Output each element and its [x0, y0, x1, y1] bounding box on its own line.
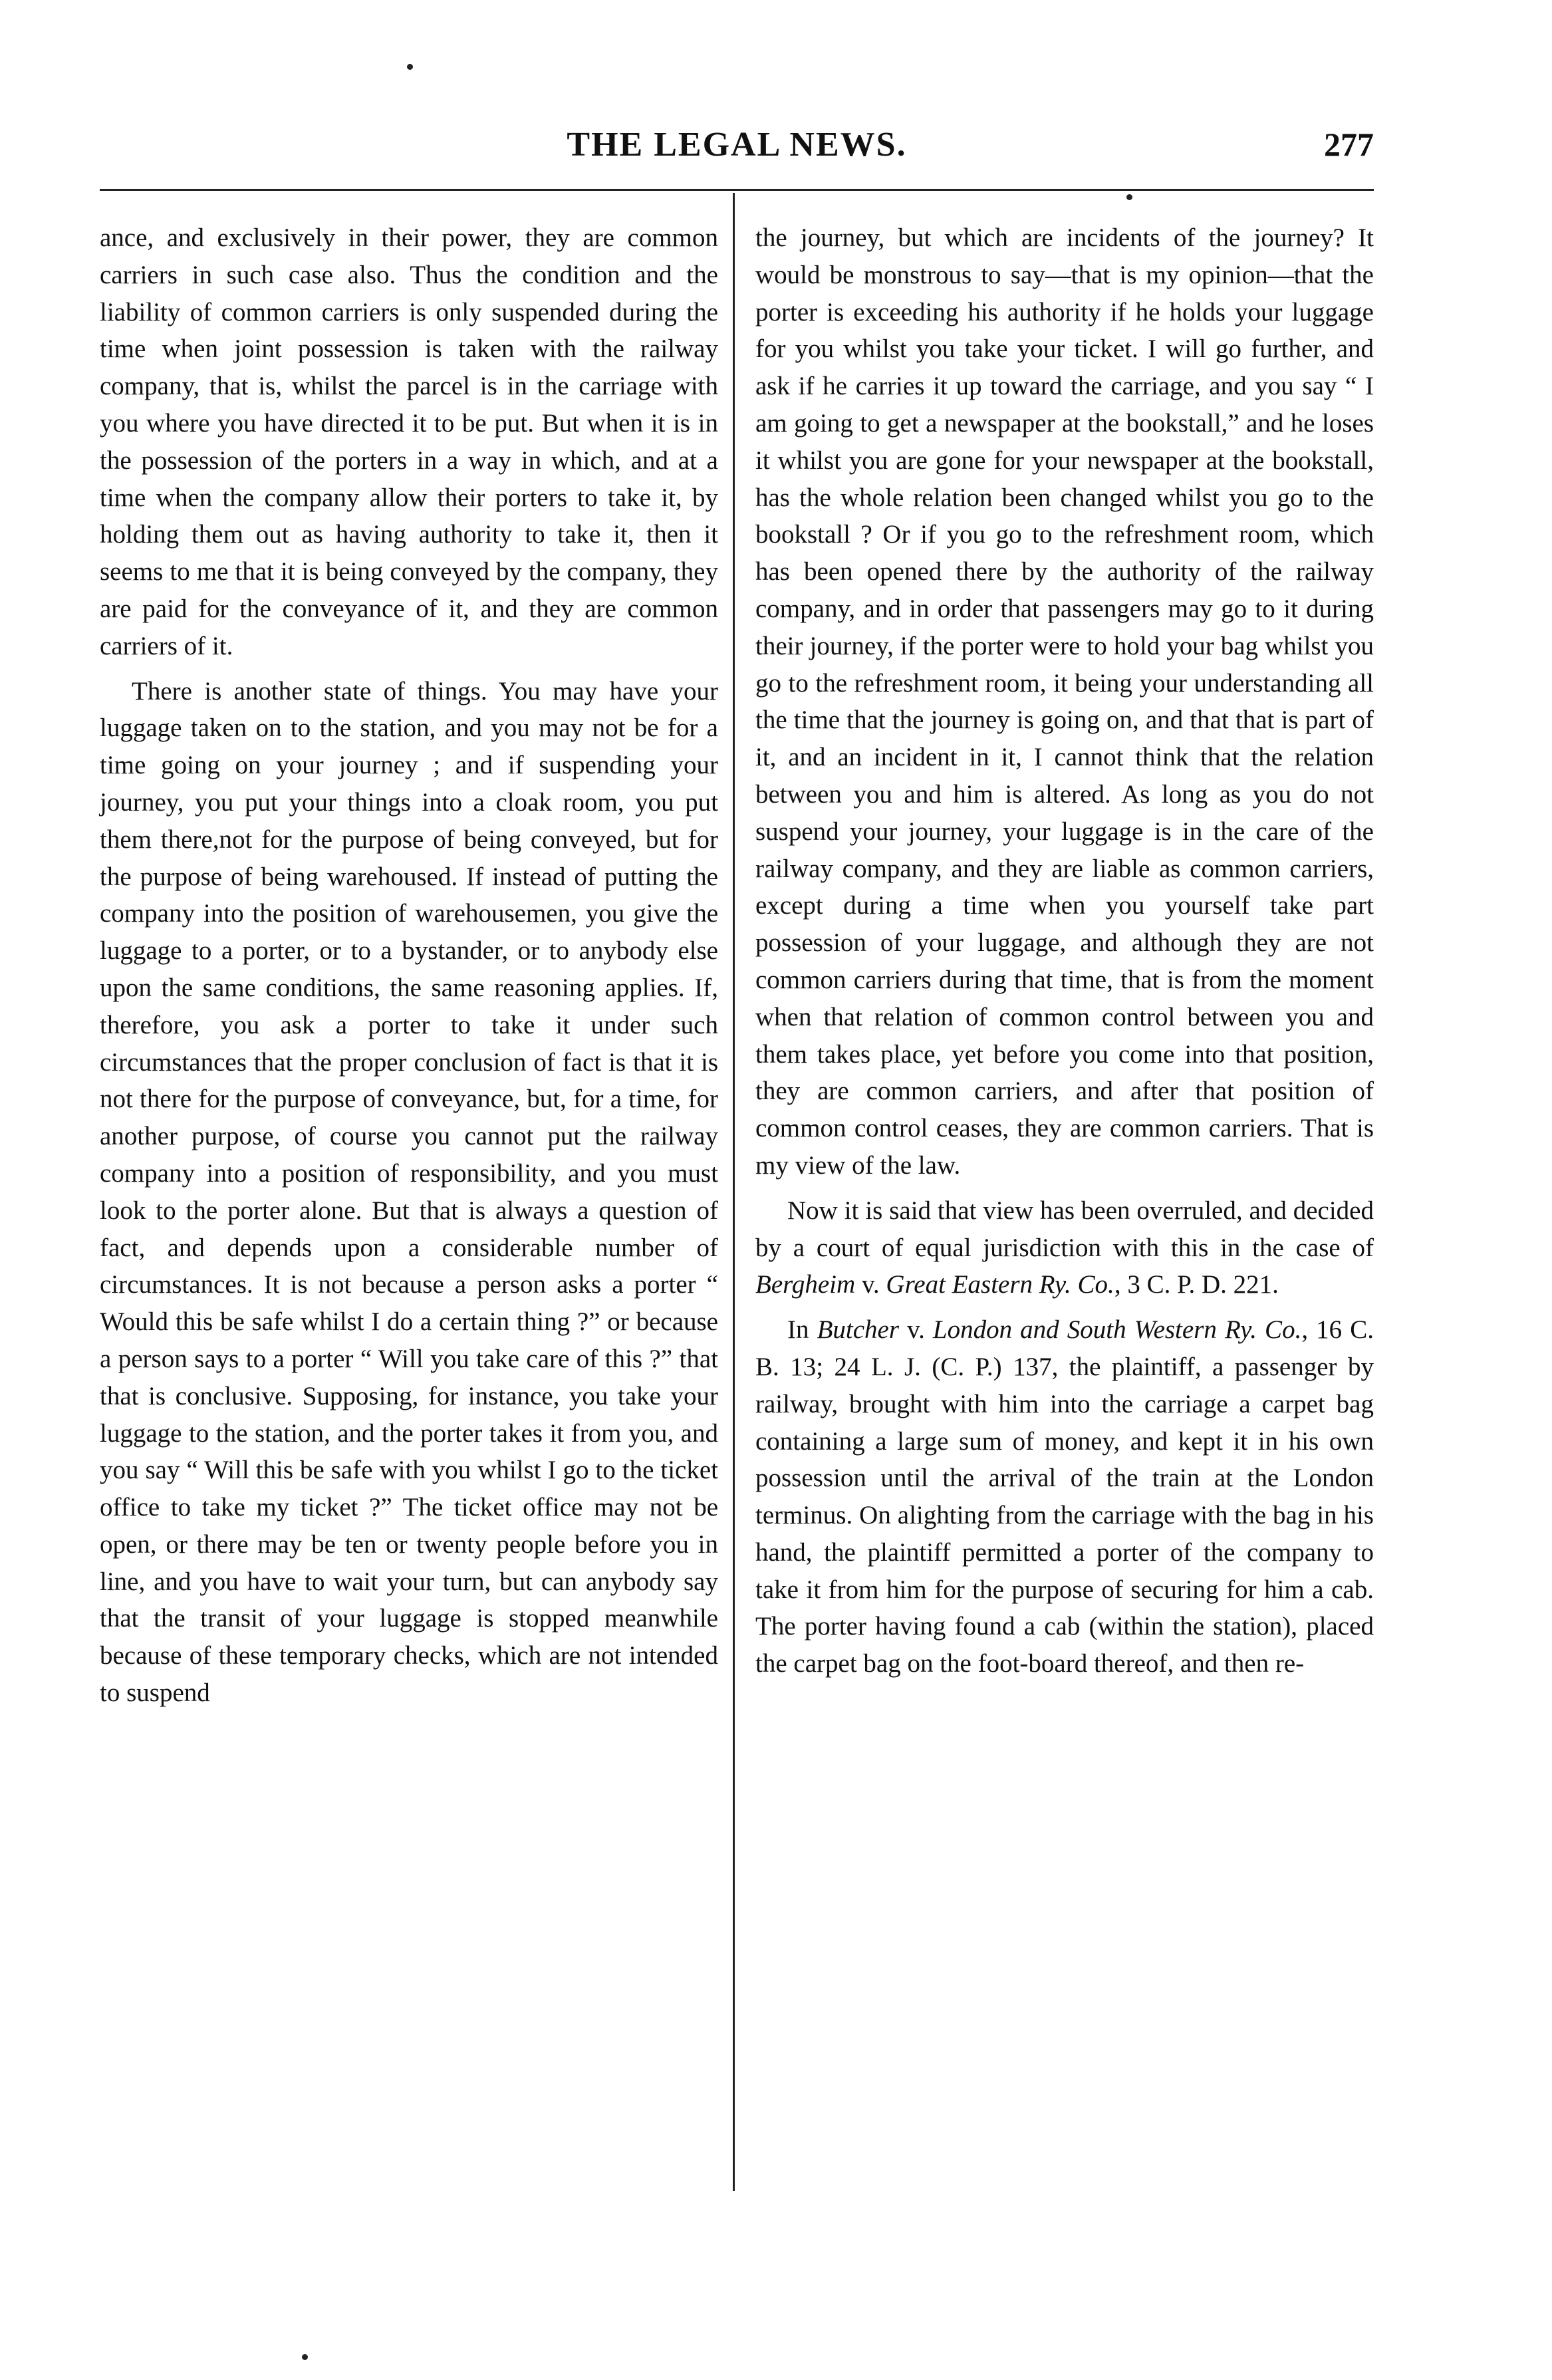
case-name: Butcher: [817, 1315, 900, 1345]
running-head: [100, 125, 1374, 172]
text-run: v.: [899, 1315, 933, 1345]
case-name: Great Eastern Ry. Co.: [886, 1270, 1114, 1299]
text-run: In: [787, 1315, 817, 1345]
citation: , 3 C. P. D. 221.: [1114, 1270, 1279, 1299]
paragraph: ance, and exclusively in their power, they are common carriers in such case also. Thus the condition and the liability of common carriers is only suspended during the time when joint possession is taken with the railway company, that is, whilst the parcel is in the carriage with you where you have directed it to be put. But when it is in the possession of the porters in a way in which, and at a time when the company allow their porters to take it, by holding them out as having authority to take it, then it seems to me that it is being conveyed by the company, they are paid for the conveyance of it, and they are common carriers of it.: [100, 223, 718, 660]
text-run: Now it is said that view has been overruled, and decided by a court of equal jurisdiction with this in the case of: [755, 1196, 1374, 1262]
print-speck: [302, 2354, 308, 2360]
header-rule: [100, 189, 1374, 191]
paragraph: [755, 1192, 1374, 1303]
case-name: Bergheim: [755, 1270, 856, 1299]
column-divider: [733, 193, 735, 2191]
text-run: , 16 C. B. 13; 24 L. J. (C. P.) 137, the plaintiff, a passenger by railway, brought with him into the carriage a carpet bag containing a large sum of money, and kept it in his own possession until the arrival of the train at the London terminus. On alighting from the carriage with the bag in his hand, the plaintiff permitted a porter of the company to take it from him for the purpose of securing for him a cab. The porter having found a cab (within the station), placed the carpet bag on the foot-board thereof, and then re-: [755, 1315, 1374, 1678]
paragraph: the journey, but which are incidents of the journey? It would be monstrous to say—that is my opinion—that the porter is exceeding his authority if he holds your luggage for you whilst you take your ticket. I will go further, and ask if he carries it up toward the carriage, and you say “ I am going to get a newspaper at the bookstall,” and he loses it whilst you are gone for your newspaper at the bookstall, has the whole relation been changed whilst you go to the bookstall ? Or if you go to the refreshment room, which has been opened there by the authority of the railway company, and in order that passengers may go to it during their journey, if the porter were to hold your bag whilst you go to the refreshment room, it being your understanding all the time that the journey is going on, and that that is part of it, and an incident in it, I cannot think that the relation between you and him is altered. As long as you do not suspend your journey, your luggage is in the care of the railway company, and they are liable as common carriers, except during a time when you yourself take part possession of your luggage, and although they are not common carriers during that time, that is from the moment when that relation of common control between you and them takes place, yet before you come into that position, they are common carriers, and after that position of common control ceases, they are common carriers. That is my view of the law.: [755, 223, 1374, 1180]
left-column: [100, 219, 718, 1712]
journal-title: THE LEGAL NEWS.: [567, 126, 907, 164]
case-name: London and South Western Ry. Co.: [932, 1315, 1302, 1345]
text-run: v.: [855, 1270, 886, 1299]
print-speck: [1126, 194, 1132, 200]
print-speck: [407, 64, 413, 70]
right-column: [755, 219, 1374, 1682]
paragraph: There is another state of things. You may have your luggage taken on to the station, and you may not be for a time going on your journey ; and if suspending your journey, you put your things into a cloak room, you put them there,not for the purpose of being conveyed, but for the purpose of being warehoused. If instead of putting the company into the position of warehousemen, you give the luggage to a porter, or to a bystander, or to anybody else upon the same conditions, the same reasoning applies. If, therefore, you ask a porter to take it under such circumstances that the proper conclusion of fact is that it is not there for the purpose of conveyance, but, for a time, for another purpose, of course you cannot put the railway company into a position of responsibility, and you must look to the porter alone. But that is always a question of fact, and depends upon a considerable number of circumstances. It is not because a person asks a porter “ Would this be safe whilst I do a certain thing ?” or because a person says to a porter “ Will you take care of this ?” that that is conclusive. Supposing, for instance, you take your luggage to the station, and the porter takes it from you, and you say “ Will this be safe with you whilst I go to the ticket office to take my ticket ?” The ticket office may not be open, or there may be ten or twenty people before you in line, and you have to wait your turn, but can anybody say that the transit of your luggage is stopped meanwhile because of these temporary checks, which are not intended to suspend: [100, 676, 718, 1708]
paragraph: [755, 1311, 1374, 1682]
page-number: 277: [1324, 126, 1374, 163]
